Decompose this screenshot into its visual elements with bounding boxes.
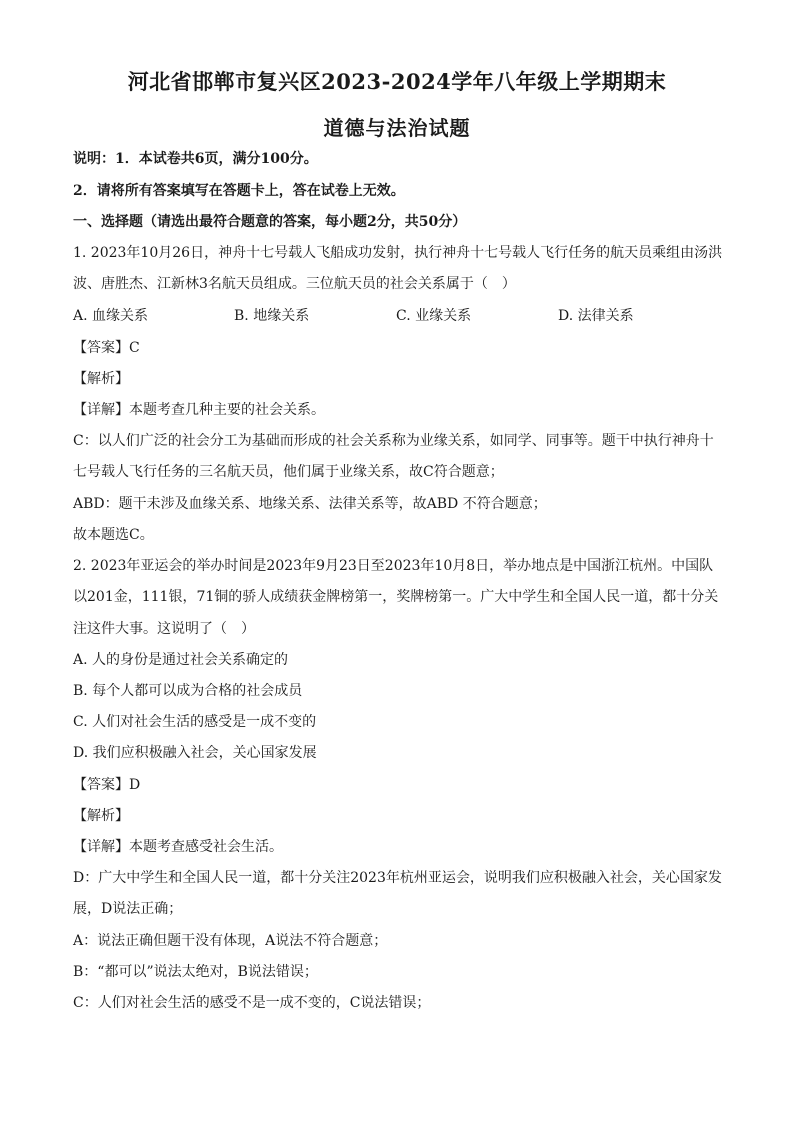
instruction-line-1: 说明：1．本试卷共6页，满分100分。	[73, 151, 318, 167]
section-heading: 一、选择题（请选出最符合题意的答案，每小题2分，共50分）	[73, 214, 467, 230]
q2-explanation-line-3: A：说法正确但题干没有体现，A说法不符合题意；	[73, 933, 388, 949]
q1-explanation-line-1: C：以人们广泛的社会分工为基础而形成的社会关系称为业缘关系，如同学、同事等。题干中执行神舟十	[73, 433, 714, 449]
q1-explanation-line-2: 七号载人飞行任务的三名航天员，他们属于业缘关系，故C符合题意；	[73, 464, 504, 480]
q2-answer: 【答案】D	[73, 777, 141, 793]
q1-analysis-label: 【解析】	[73, 371, 129, 387]
q1-explanation-line-4: 故本题选C。	[73, 527, 154, 543]
q2-explanation-line-5: C：人们对社会生活的感受不是一成不变的，C说法错误；	[73, 995, 431, 1011]
q2-option-d: D. 我们应积极融入社会，关心国家发展	[73, 745, 317, 761]
q2-detail: 【详解】本题考查感受社会生活。	[73, 839, 283, 855]
q1-option-a: A. 血缘关系	[73, 308, 149, 324]
q2-analysis-label: 【解析】	[73, 808, 129, 824]
q1-answer: 【答案】C	[73, 340, 140, 356]
q1-option-b: B. 地缘关系	[234, 308, 310, 324]
q2-explanation-line-1: D：广大中学生和全国人民一道，都十分关注2023年杭州亚运会，说明我们应积极融入社会，关心国家发	[73, 870, 722, 886]
q1-stem-line-2: 波、唐胜杰、江新林3名航天员组成。三位航天员的社会关系属于（ ）	[73, 276, 516, 292]
q2-explanation-line-4: B：“都可以”说法太绝对，B说法错误；	[73, 964, 318, 980]
q2-stem-line-2: 以201金，111银，71铜的骄人成绩获金牌榜第一，奖牌榜第一。广大中学生和全国人民一道，都十分关	[73, 589, 719, 605]
q2-explanation-line-2: 展，D说法正确；	[73, 901, 183, 917]
q1-stem-line-1: 1. 2023年10月26日，神舟十七号载人飞船成功发射，执行神舟十七号载人飞行任务的航天员乘组由汤洪	[73, 245, 723, 261]
q1-option-d: D. 法律关系	[558, 308, 634, 324]
q2-stem-line-3: 注这件大事。这说明了（ ）	[73, 621, 255, 637]
q2-option-c: C. 人们对社会生活的感受是一成不变的	[73, 714, 317, 730]
q2-option-b: B. 每个人都可以成为合格的社会成员	[73, 683, 303, 699]
exam-subtitle: 道德与法治试题	[323, 116, 471, 140]
q2-option-a: A. 人的身份是通过社会关系确定的	[73, 652, 289, 668]
q1-option-c: C. 业缘关系	[396, 308, 472, 324]
q1-explanation-line-3: ABD：题干未涉及血缘关系、地缘关系、法律关系等，故ABD 不符合题意；	[73, 496, 547, 512]
q2-stem-line-1: 2. 2023年亚运会的举办时间是2023年9月23日至2023年10月8日，举办地点是中国浙江杭州。中国队	[73, 558, 714, 574]
q1-detail: 【详解】本题考查几种主要的社会关系。	[73, 402, 325, 418]
exam-title: 河北省邯郸市复兴区2023-2024学年八年级上学期期末	[127, 69, 667, 94]
instruction-line-2: 2．请将所有答案填写在答题卡上，答在试卷上无效。	[73, 183, 405, 199]
